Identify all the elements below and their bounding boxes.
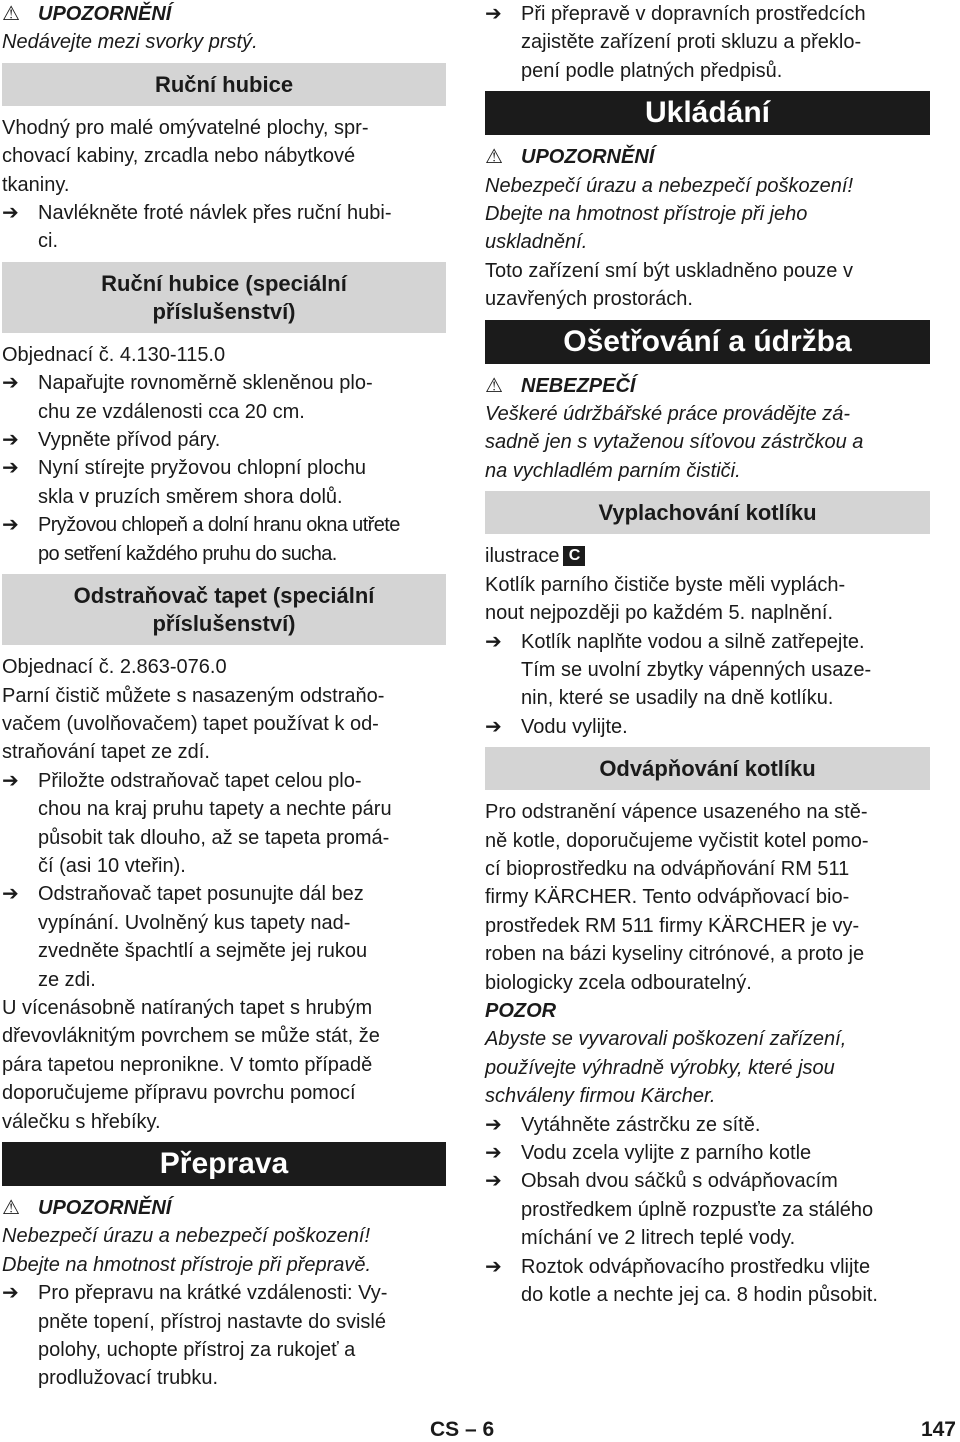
bullet-item (485, 1253, 930, 1310)
section-heading-hand-nozzle-accessory: Ruční hubice (speciální příslušenství) (2, 262, 446, 333)
warning-title: ⚠ UPOZORNĚNÍ (485, 143, 930, 171)
paragraph-line: Vhodný pro malé omývatelné plochy, spr- (2, 116, 369, 139)
danger-text: sadně jen s vytaženou síťovou zástrčkou a (485, 431, 864, 454)
warning-title: ⚠ UPOZORNĚNÍ (2, 1194, 446, 1222)
bullet-line: Pryžovou chlopeň a dolní hranu okna utřete (38, 514, 400, 537)
section-heading-boiler-flush: Vyplachování kotlíku (485, 491, 930, 534)
warning-icon: ⚠ (485, 146, 503, 169)
paragraph-line: prostředek RM 511 firmy KÄRCHER je vy- (485, 914, 860, 937)
bullet-line: Vodu zcela vylijte z parního kotle (521, 1142, 812, 1164)
bullet-line: Pro přepravu na krátké vzdálenosti: Vy- (38, 1282, 388, 1305)
danger-text: na vychladlém parním čističi. (485, 459, 741, 482)
paragraph-line: válečku s hřebíky. (2, 1110, 161, 1133)
bullet-line: Kotlík naplňte vodou a silně zatřepejte. (521, 630, 865, 653)
page-reference: CS – 6 (430, 1418, 495, 1441)
bullet-line: prodlužovací trubku. (38, 1367, 219, 1390)
bullet-line: po setření každého pruhu do sucha. (38, 542, 337, 565)
bullet-line: ci. (38, 230, 58, 253)
bullet-line: nin, které se usadily na dně kotlíku. (521, 687, 834, 710)
bullet-line: Obsah dvou sáčků s odvápňovacím (521, 1170, 838, 1193)
warning-icon: ⚠ (2, 3, 20, 25)
paragraph-line: firmy KÄRCHER. Tento odvápňovací bio- (485, 886, 850, 909)
bullet-line: Odstraňovač tapet posunujte dál bez (38, 883, 364, 906)
warning-text: Dbejte na hmotnost přístroje při jeho (485, 203, 808, 226)
bullet-line: Přiložte odstraňovač tapet celou plo- (38, 769, 362, 792)
bullet-item (485, 1139, 930, 1167)
warning-text: Dbejte na hmotnost přístroje při přepravě. (2, 1253, 372, 1276)
arrow-icon: ➔ (485, 3, 502, 25)
bullet-line: Tím se uvolní zbytky vápenných usaze- (521, 658, 872, 681)
order-number: Objednací č. 2.863-076.0 (2, 656, 227, 679)
bullet-line: Navlékněte froté návlek přes ruční hubi- (38, 202, 392, 225)
warning-text: Nebezpečí úrazu a nebezpečí poškození! (485, 174, 854, 197)
bullet-line: Vypněte přívod páry. (38, 429, 221, 452)
danger-text: Veškeré údržbářské práce provádějte zá- (485, 403, 850, 426)
left-column (2, 0, 446, 1393)
bullet-item (2, 880, 446, 994)
bullet-line: prostředkem úplně rozpusťte za stálého (521, 1198, 874, 1221)
paragraph-line: chovací kabiny, zrcadla nebo nábytkové (2, 145, 356, 168)
arrow-icon: ➔ (2, 769, 19, 792)
bullet-line: působit tak dlouho, až se tapeta promá- (38, 826, 390, 849)
arrow-icon: ➔ (485, 1142, 502, 1164)
bullet-item (2, 1279, 446, 1393)
paragraph-line: pára tapetou nepronikne. V tomto případě (2, 1053, 373, 1076)
paragraph-line: doporučujeme přípravu povrchu pomocí (2, 1082, 356, 1105)
bullet-line: do kotle a nechte jej ca. 8 hodin působit. (521, 1284, 878, 1307)
paragraph-line: ně kotle, doporučujeme vyčistit kotel pomo- (485, 829, 869, 852)
arrow-icon: ➔ (2, 514, 19, 537)
paragraph-line: Toto zařízení smí být uskladněno pouze v (485, 259, 853, 282)
warning-title: ⚠ UPOZORNĚNÍ (2, 0, 446, 28)
bullet-line: ze zdi. (38, 968, 96, 991)
arrow-icon: ➔ (485, 1113, 502, 1136)
bullet-line: skla v pruzích směrem shora dolů. (38, 485, 343, 508)
arrow-icon: ➔ (2, 457, 19, 480)
bullet-item (485, 628, 930, 713)
section-heading-hand-nozzle: Ruční hubice (2, 63, 446, 106)
bullet-line: chou na kraj pruhu tapety a nechte páru (38, 798, 392, 821)
paragraph-line: biologicky zcela odbouratelný. (485, 971, 752, 994)
section-heading-descaling: Odvápňování kotlíku (485, 747, 930, 790)
caution-text: Abyste se vyvarovali poškození zařízení, (485, 1028, 847, 1051)
warning-icon: ⚠ (485, 374, 503, 397)
paragraph-line: straňování tapet ze zdí. (2, 741, 210, 764)
arrow-icon: ➔ (2, 372, 19, 395)
arrow-icon: ➔ (485, 630, 502, 653)
caution-title: POZOR (485, 999, 557, 1022)
bullet-line: Nyní stírejte pryžovou chlopní plochu (38, 457, 366, 480)
bullet-item (2, 767, 446, 881)
bullet-item (2, 454, 446, 511)
arrow-icon: ➔ (2, 429, 19, 452)
bullet-item (2, 426, 446, 454)
caution-text: schváleny firmou Kärcher. (485, 1085, 716, 1108)
arrow-icon: ➔ (485, 1255, 502, 1278)
paragraph-line: Pro odstranění vápence usazeného na stě- (485, 801, 868, 824)
bullet-line: Napařujte rovnoměrně skleněnou plo- (38, 372, 373, 395)
paragraph-line: cí bioprostředku na odvápňování RM 511 (485, 857, 850, 880)
arrow-icon: ➔ (485, 715, 502, 738)
warning-text: Nebezpečí úrazu a nebezpečí poškození! (2, 1225, 371, 1248)
bullet-item (2, 511, 446, 568)
section-heading-wallpaper-remover: Odstraňovač tapet (speciální příslušenství) (2, 574, 446, 645)
order-number: Objednací č. 4.130-115.0 (2, 343, 226, 366)
arrow-icon: ➔ (2, 1282, 19, 1305)
bullet-line: Vodu vylijte. (521, 715, 628, 738)
bullet-line: vypínání. Uvolněný kus tapety nad- (38, 911, 351, 934)
paragraph-line: nout nejpozději po každém 5. naplnění. (485, 602, 834, 625)
paragraph-line: uzavřených prostorách. (485, 288, 693, 311)
page-footer (0, 1418, 960, 1442)
figure-reference: ilustrace C (485, 542, 930, 570)
arrow-icon: ➔ (2, 202, 19, 225)
bullet-line: zajistěte zařízení proti skluzu a překlo- (521, 31, 862, 54)
section-heading-care-maintenance: Ošetřování a údržba (485, 320, 930, 364)
bullet-line: polohy, uchopte přístroj za rukojeť a (38, 1339, 356, 1362)
bullet-item (2, 199, 446, 256)
bullet-line: chu ze vzdálenosti cca 20 cm. (38, 400, 305, 423)
arrow-icon: ➔ (2, 883, 19, 906)
bullet-item (485, 0, 930, 85)
warning-text: Nedávejte mezi svorky prstý. (2, 31, 258, 54)
figure-letter-badge: C (563, 546, 585, 566)
warning-icon: ⚠ (2, 1197, 20, 1219)
bullet-item (485, 713, 930, 741)
paragraph-line: Parní čistič můžete s nasazeným odstraňo- (2, 684, 385, 707)
section-heading-storage: Ukládání (485, 91, 930, 135)
paragraph-line: Kotlík parního čističe byste měli vyplách- (485, 573, 846, 596)
paragraph-line: U vícenásobně natíraných tapet s hrubým (2, 996, 373, 1019)
right-column (485, 0, 930, 1309)
bullet-line: zvedněte špachtlí a sejměte jej rukou (38, 940, 368, 963)
bullet-line: Při přepravě v dopravních prostředcích (521, 3, 866, 25)
danger-title: ⚠ NEBEZPEČÍ (485, 372, 930, 400)
caution-text: používejte výhradně výrobky, které jsou (485, 1056, 835, 1079)
paragraph-line: roben na bázi kyseliny citrónové, a proto je (485, 943, 865, 966)
arrow-icon: ➔ (485, 1170, 502, 1193)
bullet-line: čí (asi 10 vteřin). (38, 854, 186, 877)
bullet-item (2, 369, 446, 426)
bullet-item (485, 1111, 930, 1139)
page-number: 147 (920, 1418, 956, 1441)
paragraph-line: vačem (uvolňovačem) tapet používat k od- (2, 712, 379, 735)
bullet-line: míchání ve 2 litrech teplé vody. (521, 1227, 796, 1250)
paragraph-line: dřevovláknitým povrchem se může stát, že (2, 1025, 380, 1048)
bullet-line: Roztok odvápňovacího prostředku vlijte (521, 1255, 871, 1278)
bullet-line: pněte topení, přístroj nastavte do svislé (38, 1310, 386, 1333)
section-heading-transport: Přeprava (2, 1142, 446, 1186)
paragraph-line: tkaniny. (2, 173, 70, 196)
bullet-line: Vytáhněte zástrčku ze sítě. (521, 1113, 761, 1136)
bullet-item (485, 1167, 930, 1252)
warning-text: uskladnění. (485, 231, 588, 254)
bullet-line: pení podle platných předpisů. (521, 59, 783, 82)
